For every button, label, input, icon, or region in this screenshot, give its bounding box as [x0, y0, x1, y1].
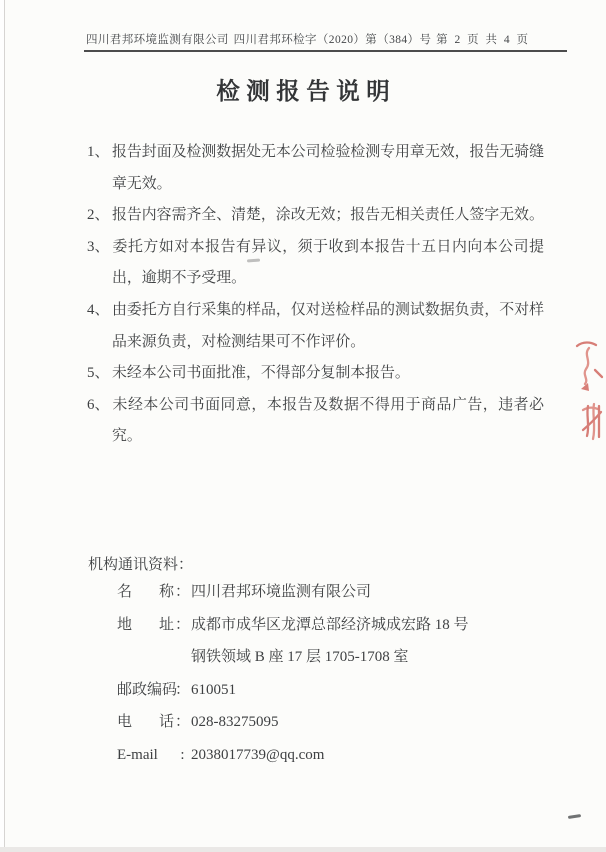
- note-item-4: [87, 295, 544, 358]
- contact-separator: ：: [174, 616, 190, 633]
- note-item-2: [87, 200, 544, 232]
- note-text: 报告内容需齐全、清楚，涂改无效；报告无相关责任人签字无效。: [112, 207, 544, 224]
- note-item-1: [87, 137, 544, 200]
- contact-value: 028-83275095: [191, 714, 279, 730]
- contact-row-name: [117, 576, 537, 609]
- contact-label: 地址: [117, 616, 174, 633]
- contact-label: 邮政编码: [117, 681, 178, 698]
- scan-artifact-dash-bottom: [568, 814, 581, 819]
- contact-label: 电话: [117, 714, 174, 730]
- contact-separator: :: [180, 746, 185, 763]
- contact-heading: 机构通讯资料：: [88, 557, 194, 573]
- contact-label: [117, 641, 174, 674]
- contact-value: 钢铁领域 B 座 17 层 1705-1708 室: [191, 649, 409, 665]
- contact-value: 四川君邦环境监测有限公司: [191, 584, 372, 600]
- note-text: 未经本公司书面批准，不得部分复制本报告。: [112, 365, 410, 382]
- note-number: 1、: [87, 144, 110, 160]
- note-number: 5、: [87, 365, 110, 382]
- scan-bottom-edge: [0, 847, 606, 852]
- note-number: 2、: [87, 207, 110, 224]
- note-number: 6、: [87, 396, 110, 413]
- note-text: 委托方如对本报告有异议，须于收到本报告十五日内向本公司提出，逾期不予受理。: [112, 238, 544, 287]
- contact-separator: ：: [174, 584, 190, 600]
- note-text: 由委托方自行采集的样品，仅对送检样品的测试数据负责，不对样品来源负责，对检测结果可不作评价。: [112, 301, 544, 350]
- contact-row-address-line2: [117, 641, 537, 674]
- page-header: [86, 31, 566, 49]
- contact-value: 成都市成华区龙潭总部经济城成宏路 18 号: [191, 616, 469, 633]
- notes-list: [87, 137, 544, 453]
- contact-separator: ：: [174, 681, 190, 698]
- note-number: 3、: [87, 238, 110, 255]
- contact-value: 2038017739@qq.com: [191, 746, 325, 763]
- contact-separator: [174, 641, 191, 674]
- contact-row-email: [117, 739, 537, 772]
- note-number: 4、: [87, 301, 110, 318]
- header-company-name: 四川君邦环境监测有限公司: [86, 34, 229, 46]
- contact-row-postal-code: [117, 674, 537, 707]
- contact-row-phone: [117, 706, 537, 739]
- contact-row-address: [117, 609, 537, 642]
- note-item-6: [87, 390, 544, 453]
- note-item-3: [87, 232, 544, 295]
- contact-separator: ：: [174, 714, 190, 730]
- header-report-number: 四川君邦环检字（2020）第（384）号: [233, 34, 432, 46]
- note-item-5: [87, 358, 544, 390]
- header-page-info: 第 2 页 共 4 页: [436, 34, 530, 46]
- scan-left-edge: [4, 0, 5, 852]
- contact-info-block: [117, 576, 537, 771]
- page-title: 检测报告说明: [216, 79, 397, 105]
- note-text: 未经本公司书面同意，本报告及数据不得用于商品广告，违者必究。: [112, 396, 544, 445]
- contact-value: 610051: [191, 681, 236, 698]
- header-divider-line: [84, 50, 567, 52]
- note-text: 报告封面及检测数据处无本公司检验检测专用章无效，报告无骑缝章无效。: [112, 144, 544, 192]
- contact-label: E-mail: [117, 746, 158, 763]
- red-stamp-fragment: [568, 332, 606, 450]
- contact-label: 名称: [117, 584, 174, 600]
